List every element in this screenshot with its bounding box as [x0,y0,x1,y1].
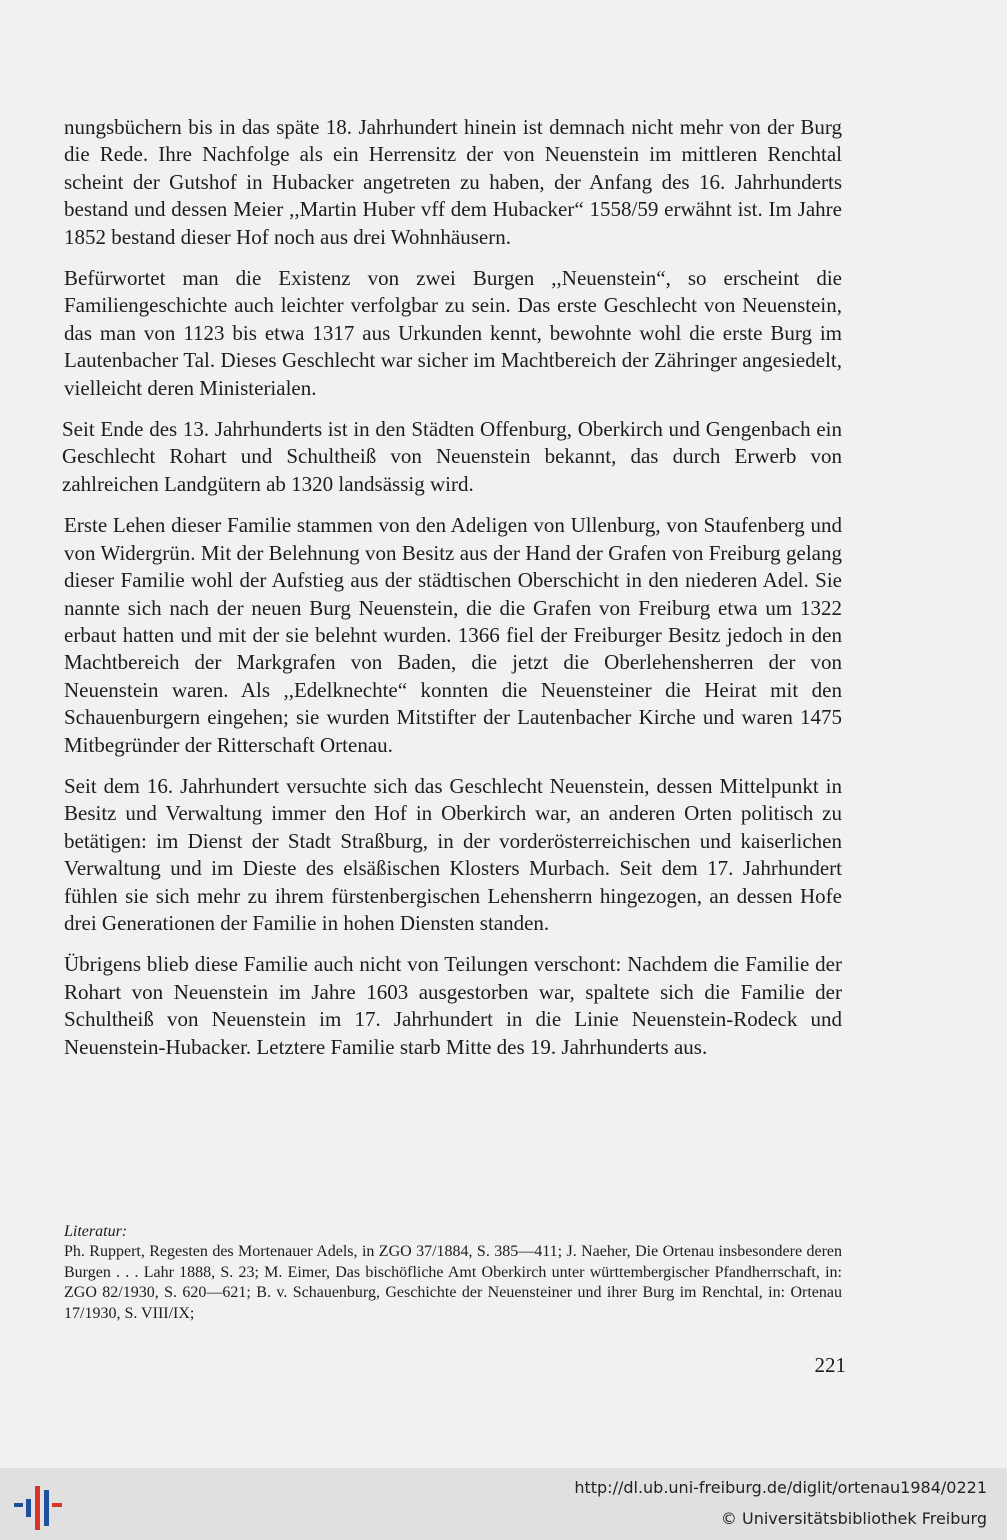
paragraph-4: Erste Lehen dieser Familie stammen von den Adeligen von Ullenburg, von Staufenberg und von Widergrün. Mit der Belehnung von Besitz aus der Hand der Grafen von Freiburg gelang dieser Familie wohl der Aufstieg aus der städtischen Oberschicht in den niederen Adel. Sie nannte sich nach der neuen Burg Neuenstein, die die Grafen von Freiburg etwa um 1322 erbaut hatten und mit der sie belehnt wurden. 1366 fiel der Freiburger Besitz jedoch in den Machtbereich der Markgrafen von Baden, die jetzt die Oberlehensherren der von Neuenstein waren. Als ,,Edelknechte“ konnten die Neuensteiner die Heirat mit den Schauenburgern eingehen; sie wurden Mitstifter der Lautenbacher Kirche und waren 1475 Mitbegründer der Ritterschaft Ortenau. [64,513,842,757]
paragraph-1: nungsbüchern bis in das späte 18. Jahrhundert hinein ist demnach nicht mehr von der Burg die Rede. Ihre Nachfolge als ein Herrensitz der von Neuenstein im mittleren Renchtal scheint der Gutshof in Hubacker angetreten zu haben, der Anfang des 16. Jahrhunderts bestand und dessen Meier ,,Martin Huber vff dem Hubacker“ 1558/59 erwähnt ist. Im Jahre 1852 bestand dieser Hof noch aus drei Wohnhäusern. [64,115,842,249]
literature-section [64,1222,842,1324]
paragraph-5: Seit dem 16. Jahrhundert versuchte sich das Geschlecht Neuenstein, dessen Mittelpunkt in Besitz und Verwaltung immer den Hof in Oberkirch war, an anderen Orten politisch zu betätigen: im Dienst der Stadt Straßburg, in der vorderösterreichischen und kaiserlichen Verwaltung und im Dieste des elsäßischen Klosters Murbach. Seit dem 17. Jahrhundert fühlen sie sich mehr zu ihrem fürstenbergischen Lehensherrn hingezogen, an dessen Hofe drei Generationen der Familie in hohen Diensten standen. [64,773,842,935]
paragraph-6: Übrigens blieb diese Familie auch nicht von Teilungen verschont: Nachdem die Familie der Rohart von Neuenstein im Jahre 1603 ausgestorben war, spaltete sich die Familie der Schultheiß von Neuenstein im 17. Jahrhundert in die Linie Neuenstein-Rodeck und Neuenstein-Hubacker. Letztere Familie starb Mitte des 19. Jahrhunderts aus. [64,952,842,1059]
paragraph-3: Seit Ende des 13. Jahrhunderts ist in den Städten Offenburg, Oberkirch und Gengenbach ein Geschlecht Rohart und Schultheiß von Neuenstein bekannt, das durch Erwerb von zahlreichen Landgütern ab 1320 landsässig wird. [62,417,842,496]
page-number: 221 [814,1353,846,1377]
literature-label: Literatur: [64,1223,128,1240]
body-text [64,114,842,1075]
literature-text: Ph. Ruppert, Regesten des Mortenauer Adels, in ZGO 37/1884, S. 385—411; J. Naeher, Die Ortenau insbesondere deren Burgen . . . Lahr 1888, S. 23; M. Eimer, Das bischöfliche Amt Oberkirch unter württembergischer Pfandherrschaft, in: ZGO 82/1930, S. 620—621; B. v. Schauenburg, Geschichte der Neuensteiner und ihrer Burg im Renchtal, in: Ortenau 17/1930, S. VIII/IX; [64,1243,842,1322]
paragraph-2: Befürwortet man die Existenz von zwei Burgen ,,Neuenstein“, so erscheint die Familiengeschichte auch leichter verfolgbar zu sein. Das erste Geschlecht von Neuenstein, das man von 1123 bis etwa 1317 aus Urkunden kennt, bewohnte wohl die erste Burg im Lautenbacher Tal. Dieses Geschlecht war sicher im Machtbereich der Zähringer angesiedelt, vielleicht deren Ministerialen. [64,266,842,400]
copyright-text: © Universitätsbibliothek Freiburg [720,1509,987,1528]
footer-bar [0,1468,1007,1540]
ub-freiburg-logo-icon [12,1476,64,1532]
source-url-link[interactable]: http://dl.ub.uni-freiburg.de/diglit/ortenau1984/0221 [574,1478,987,1497]
